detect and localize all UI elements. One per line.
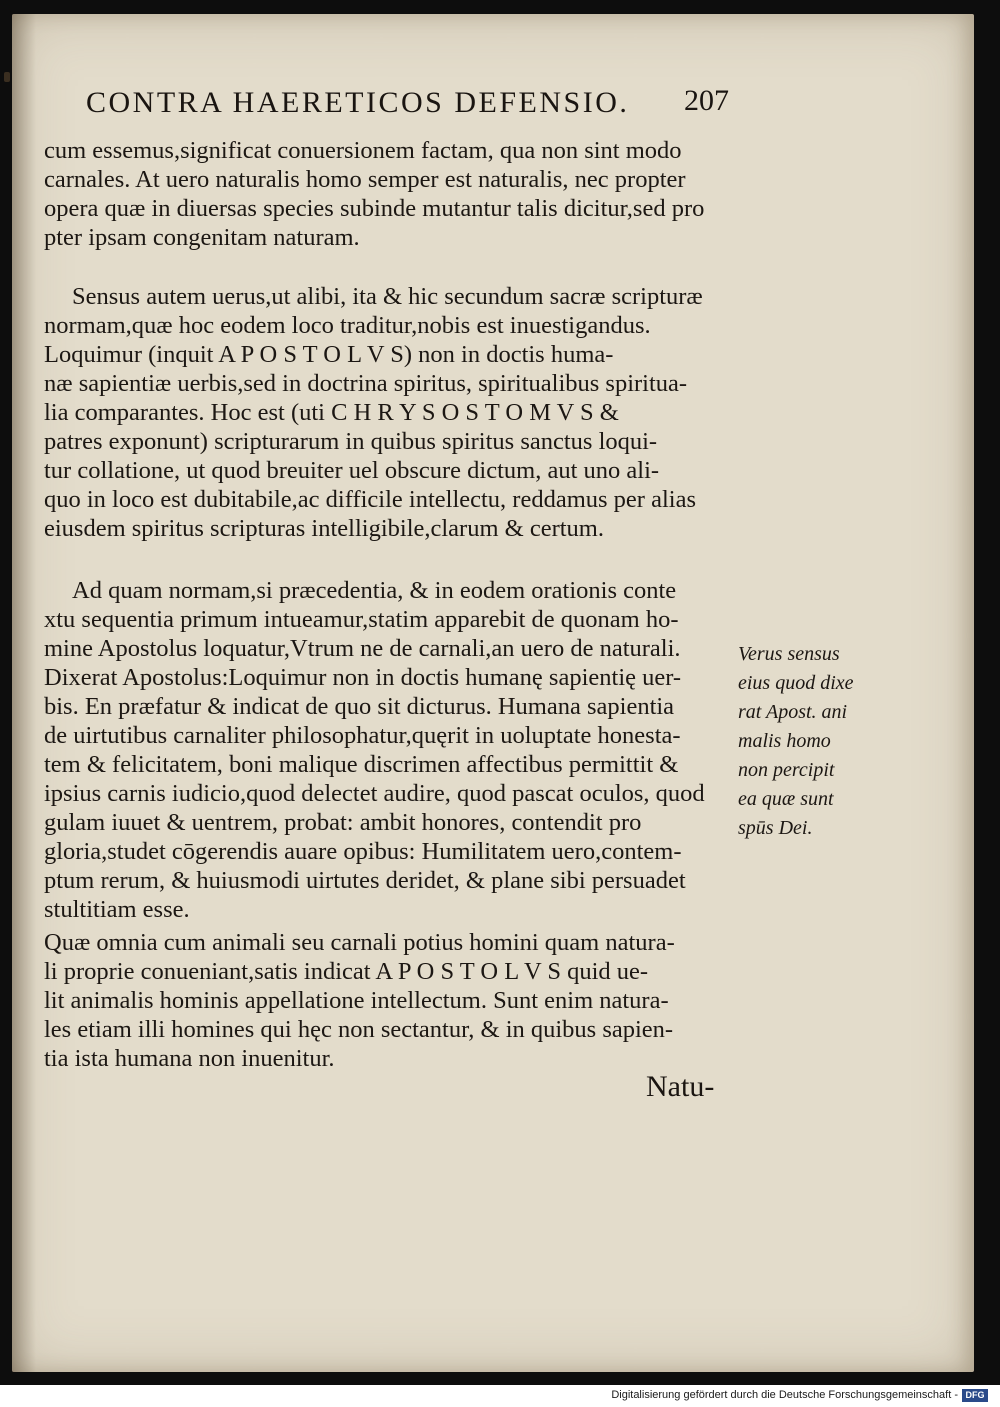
text-line: de uirtutibus carnaliter philosophatur,quęrit in uoluptate honesta- [44, 722, 681, 749]
marginal-line: non percipit [738, 759, 835, 781]
paragraph-1 [44, 136, 704, 252]
catchword: Natu- [646, 1070, 715, 1103]
text-line: Loquimur (inquit A P O S T O L V S) non in doctis huma- [44, 341, 614, 368]
text-line: lia comparantes. Hoc est (uti C H R Y S O S T O M V S & [44, 399, 619, 426]
text-line: tia ista humana non inuenitur. [44, 1045, 335, 1072]
marginal-line: spūs Dei. [738, 817, 813, 839]
marginal-line: malis homo [738, 730, 831, 752]
binding-shadow [12, 14, 36, 1372]
text-line: li proprie conueniant,satis indicat A P O S T O L V S quid ue- [44, 958, 649, 985]
text-line: gulam iuuet & uentrem, probat: ambit honores, contendit pro [44, 809, 642, 836]
text-line: opera quæ in diuersas species subinde mutantur talis dicitur,sed pro [44, 195, 705, 222]
marginal-line: ea quæ sunt [738, 788, 834, 810]
text-line: gloria,studet cōgerendis auare opibus: Humilitatem uero,contem- [44, 838, 682, 865]
marginal-line: rat Apost. ani [738, 701, 848, 723]
text-line: carnales. At uero naturalis homo semper est naturalis, nec propter [44, 166, 686, 193]
text-line: mine Apostolus loquatur,Vtrum ne de carnali,an uero de naturali. [44, 635, 681, 662]
text-line: tur collatione, ut quod breuiter uel obscure dictum, aut uno ali- [44, 457, 660, 484]
text-line: cum essemus,significat conuersionem factam, qua non sint modo [44, 137, 682, 164]
text-line: les etiam illi homines qui hęc non sectantur, & in quibus sapien- [44, 1016, 674, 1043]
text-line: ptum rerum, & huiusmodi uirtutes deridet, & plane sibi persuadet [44, 867, 686, 894]
edge-mark [4, 72, 10, 82]
text-line: bis. En præfatur & indicat de quo sit dicturus. Humana sapientia [44, 693, 675, 720]
marginal-note [738, 640, 854, 843]
text-line: Ad quam normam,si præcedentia, & in eodem orationis conte [72, 577, 677, 604]
text-line: eiusdem spiritus scripturas intelligibile,clarum & certum. [44, 515, 604, 542]
text-line: næ sapientiæ uerbis,sed in doctrina spiritus, spiritualibus spiritua- [44, 370, 688, 397]
paragraph-3 [44, 576, 705, 924]
text-line: tem & felicitatem, boni malique discrimen affectibus permittit & [44, 751, 679, 778]
text-line: Dixerat Apostolus:Loquimur non in doctis humanę sapientię uer- [44, 664, 682, 691]
text-line: xtu sequentia primum intueamur,statim apparebit de quonam ho- [44, 606, 679, 633]
text-line: Sensus autem uerus,ut alibi, ita & hic secundum sacræ scripturæ [72, 283, 703, 310]
paragraph-2 [44, 282, 703, 543]
text-line: stultitiam esse. [44, 896, 190, 923]
text-line: lit animalis hominis appellatione intellectum. Sunt enim natura- [44, 987, 669, 1014]
page-number: 207 [684, 84, 729, 117]
text-line: Quæ omnia cum animali seu carnali potius homini quam natura- [44, 929, 675, 956]
text-line: quo in loco est dubitabile,ac difficile intellectu, reddamus per alias [44, 486, 696, 513]
marginal-line: eius quod dixe [738, 672, 854, 694]
text-line: patres exponunt) scripturarum in quibus spiritus sanctus loqui- [44, 428, 658, 455]
dfg-logo: DFG [962, 1389, 988, 1402]
running-head: CONTRA HAERETICOS DEFENSIO. [86, 86, 630, 119]
text-line: normam,quæ hoc eodem loco traditur,nobis est inuestigandus. [44, 312, 651, 339]
funding-credit: Digitalisierung gefördert durch die Deutsche Forschungsgemeinschaft - [611, 1389, 958, 1401]
paragraph-4 [44, 928, 675, 1073]
marginal-line: Verus sensus [738, 643, 840, 665]
text-line: ipsius carnis iudicio,quod delectet audire, quod pascat oculos, quod [44, 780, 705, 807]
text-line: pter ipsam congenitam naturam. [44, 224, 360, 251]
